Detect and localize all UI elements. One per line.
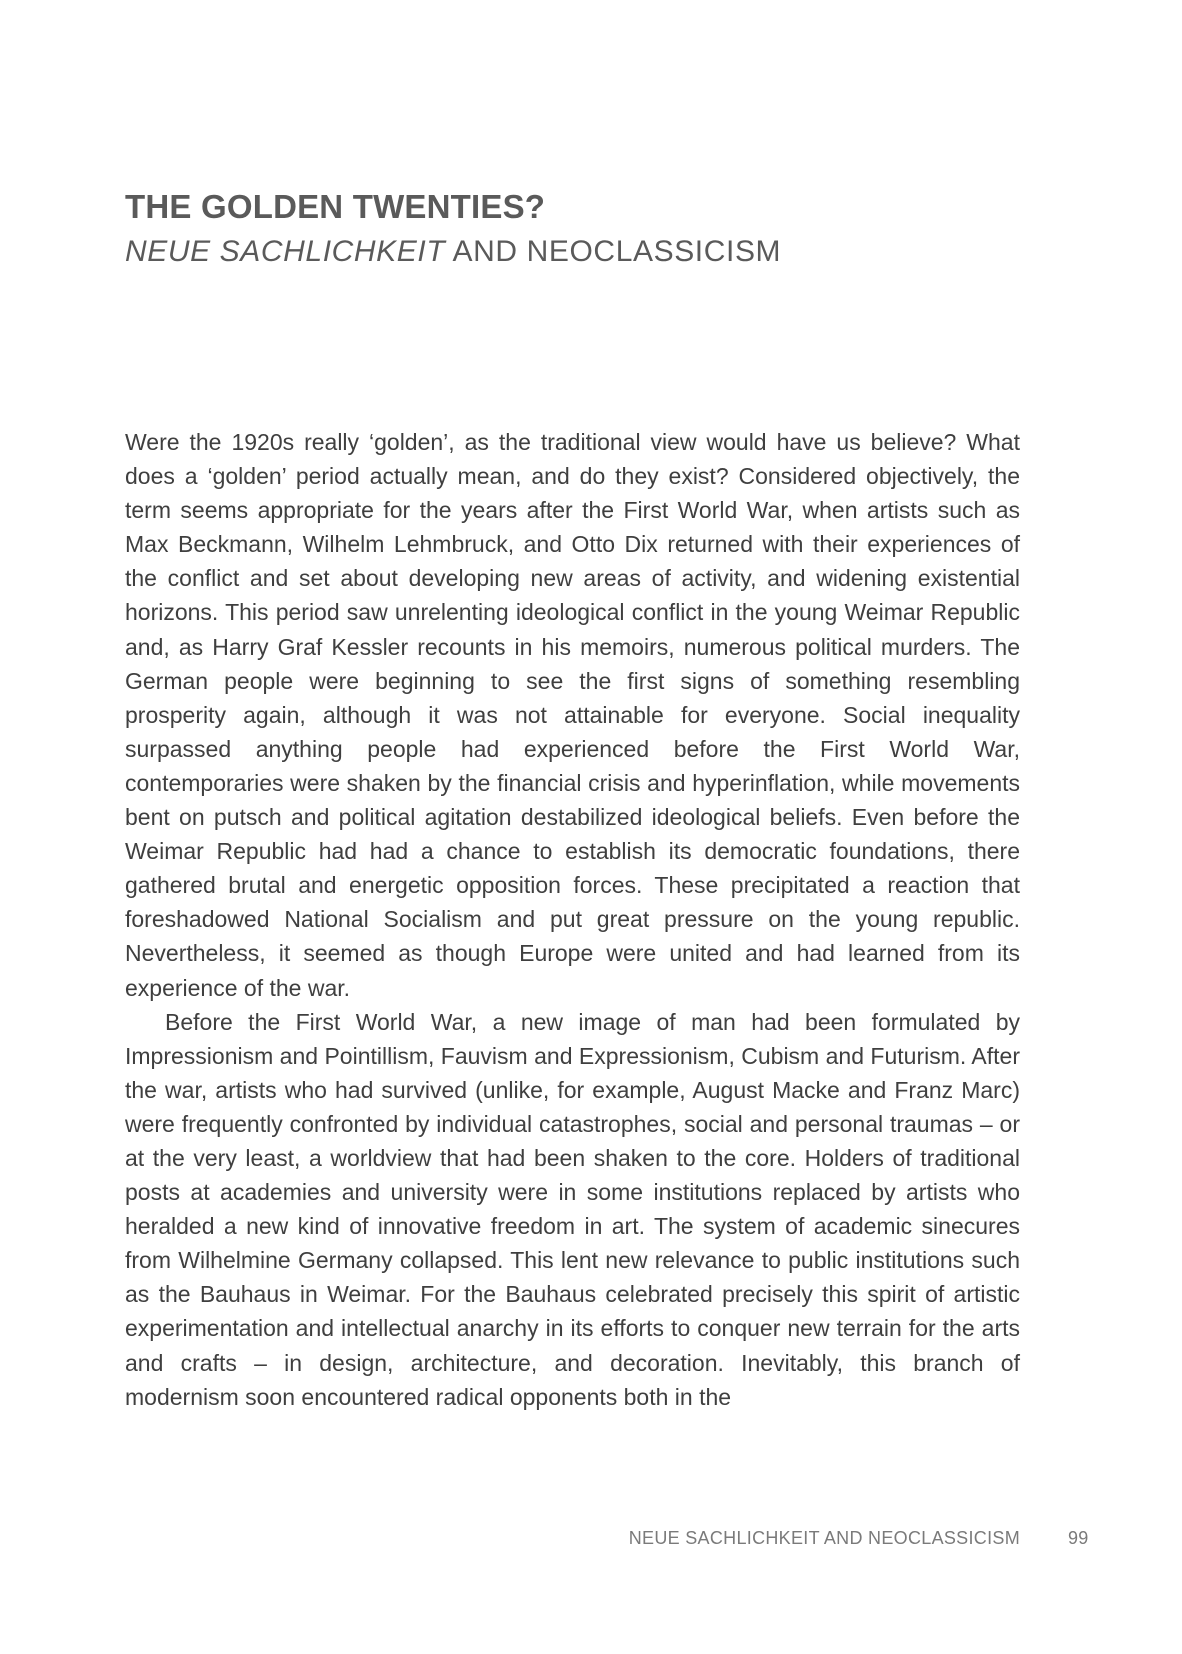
body-text [125,425,1020,1414]
chapter-subtitle [125,236,781,268]
page-number: 99 [1068,1528,1089,1548]
subtitle-rest-part: AND NEOCLASSICISM [445,235,782,268]
paragraph-1: Were the 1920s really ‘golden’, as the traditional view would have us believe? What does a ‘golden’ period actually mean, and do they exist? Considered objectively, the term seems appropriate for the years after the First World War, when artists such as Max Beckmann, Wilhelm Lehmbruck, and Otto Dix returned with their experiences of the conflict and set about developing new areas of activity, and widening existential horizons. This period saw unrelenting ideological conflict in the young Weimar Republic and, as Harry Graf Kessler recounts in his memoirs, numerous political murders. The German people were beginning to see the first signs of something resembling prosperity again, although it was not attainable for everyone. Social inequality surpassed anything people had experienced before the First World War, contemporaries were shaken by the financial crisis and hyperinflation, while movements bent on putsch and political agitation destabilized ideological beliefs. Even before the Weimar Republic had had a chance to establish its democratic foundations, there gathered brutal and energetic opposition forces. These precipitated a reaction that foreshadowed National Socialism and put great pressure on the young republic. Nevertheless, it seemed as though Europe were united and had learned from its experience of the war. [125,429,1020,1001]
page-footer [0,1528,1182,1554]
running-head: NEUE SACHLICHKEIT AND NEOCLASSICISM [628,1528,1020,1548]
paragraph-2: Before the First World War, a new image of man had been formulated by Impressionism and Pointillism, Fauvism and Expressionism, Cubism and Futurism. After the war, artists who had survived (unlike, for example, August Macke and Franz Marc) were frequently confronted by individual catastrophes, social and personal traumas – or at the very least, a worldview that had been shaken to the core. Holders of traditional posts at academies and university were in some institutions replaced by artists who heralded a new kind of innovative freedom in art. The system of academic sinecures from Wilhelmine Germany collapsed. This lent new relevance to public institutions such as the Bauhaus in Weimar. For the Bauhaus celebrated precisely this spirit of artistic experimentation and intellectual anarchy in its efforts to conquer new terrain for the arts and crafts – in design, architecture, and decoration. Inevitably, this branch of modernism soon encountered radical opponents both in the [125,1008,1020,1410]
chapter-title: THE GOLDEN TWENTIES? [125,188,546,225]
subtitle-italic-part: NEUE SACHLICHKEIT [125,235,446,268]
